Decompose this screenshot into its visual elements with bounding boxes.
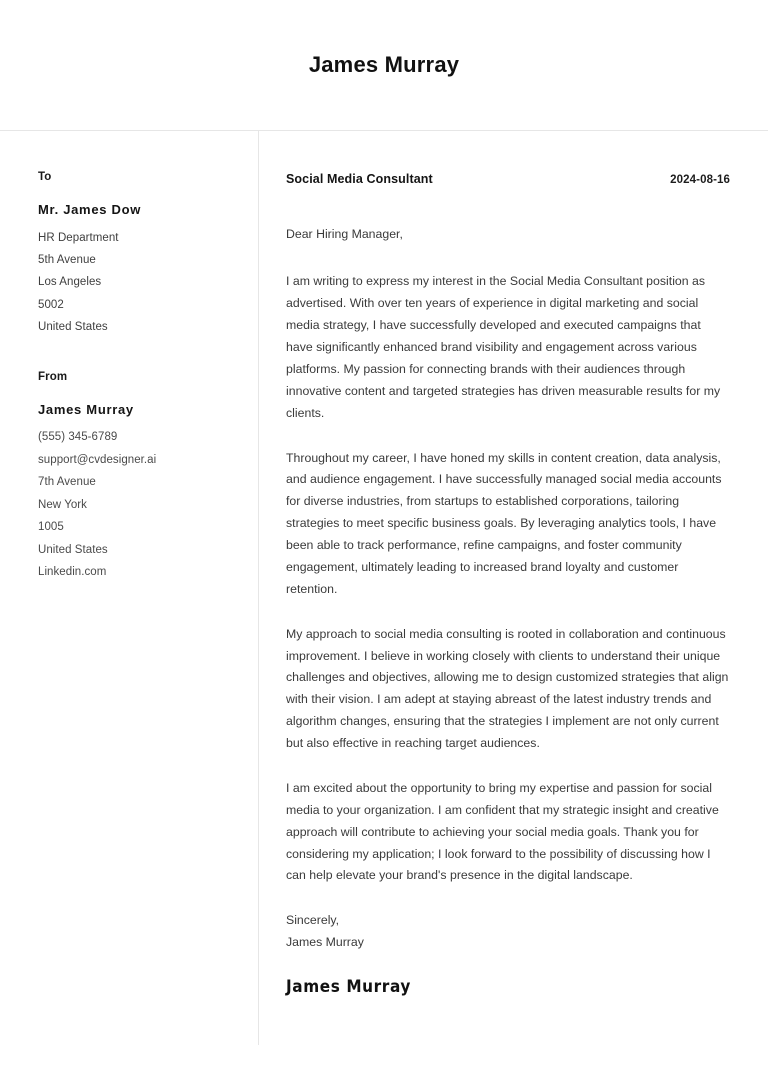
letter-main-column (259, 131, 768, 1078)
address-sidebar (0, 131, 258, 1078)
sender-line: 1005 (38, 521, 64, 534)
body-paragraph: I am excited about the opportunity to bring my expertise and passion for social media to your organization. I am confident that my strategic insight and creative approach will contribute to achieving your social media goals. Thank you for considering my application; I look forward to the possibility of discussing how I can help elevate your brand's presence in the digital landscape. (286, 780, 719, 883)
recipient-line: United States (38, 321, 108, 334)
sender-email: support@cvdesigner.ai (38, 453, 157, 466)
recipient-line: HR Department (38, 231, 119, 244)
closing-salutation: Sincerely, (286, 913, 340, 928)
recipient-name: Mr. James Dow (38, 201, 142, 217)
sender-website: Linkedin.com (38, 565, 107, 578)
recipient-line: 5002 (38, 298, 64, 311)
closing-name: James Murray (286, 935, 364, 950)
body-paragraph: I am writing to express my interest in the Social Media Consultant position as advertised. With over ten years of experience in digital marketing and social media strategy, I have successfully developed and executed campaigns that have significantly enhanced brand visibility and engagement across various platforms. My passion for connecting brands with their audiences through innovative content and targeted strategies has driven measurable results for my clients. (286, 274, 721, 420)
title-date-row (286, 171, 730, 188)
salutation: Dear Hiring Manager, (286, 226, 403, 241)
recipient-label: To (38, 171, 52, 183)
recipient-line: 5th Avenue (38, 254, 96, 267)
job-title: Social Media Consultant (286, 172, 433, 186)
letter-date: 2024-08-16 (670, 174, 730, 186)
closing-block (286, 910, 730, 954)
sender-line: New York (38, 498, 87, 511)
sender-label: From (38, 370, 68, 383)
body-paragraph: Throughout my career, I have honed my skills in content creation, data analysis, and audience engagement. I have successfully managed social media accounts for diverse industries, from startups to established corporations, tailoring strategies to meet specific business goals. By leveraging analytics tools, I have been able to track performance, refine campaigns, and foster community engagement, ultimately leading to increased brand loyalty and customer retention. (286, 450, 722, 596)
sender-block (38, 371, 240, 584)
page-title: James Murray (308, 51, 460, 77)
signature: James Murray (286, 977, 411, 998)
sender-name: James Murray (38, 401, 134, 417)
sender-line: United States (38, 543, 108, 556)
letter-body (0, 131, 768, 1078)
body-paragraph: My approach to social media consulting is rooted in collaboration and continuous improvement. I believe in working closely with clients to understand their unique challenges and objectives, allowing me to design customized strategies that align with their vision. I am adept at staying abreast of the latest industry trends and algorithm changes, ensuring that the strategies I implement are not only current but also effective in reaching target audiences. (286, 626, 729, 751)
letter-header (0, 0, 768, 131)
recipient-block (38, 171, 240, 339)
recipient-line: Los Angeles (38, 276, 102, 289)
sender-line: 7th Avenue (38, 476, 96, 489)
sender-phone: (555) 345-6789 (38, 431, 118, 444)
